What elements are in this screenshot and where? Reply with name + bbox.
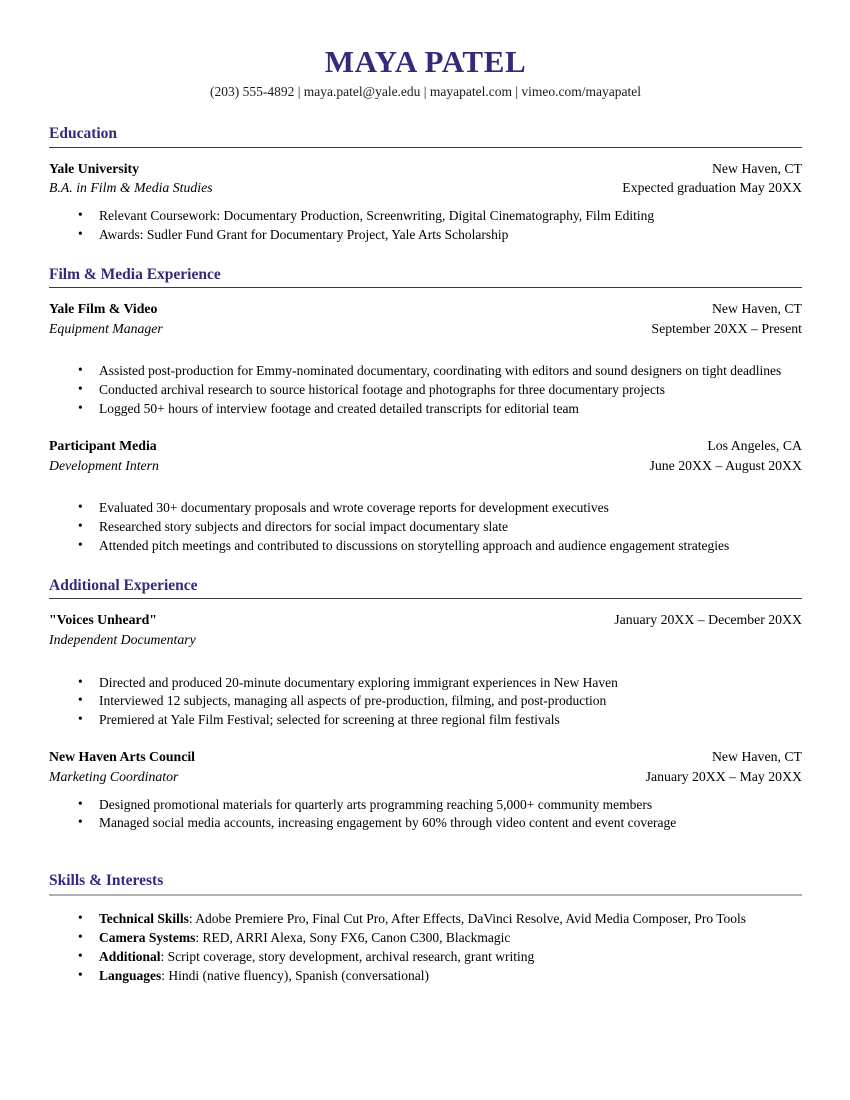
organization-name: New Haven Arts Council <box>49 749 196 765</box>
section-divider-education <box>49 147 802 148</box>
section-additional-experience <box>49 576 802 832</box>
bullet-list <box>49 910 802 985</box>
list-item <box>49 929 802 947</box>
section-title-film-media-experience: Film & Media Experience <box>49 265 221 283</box>
bullet-list <box>49 499 802 555</box>
entry-row-primary <box>49 159 802 179</box>
list-item: • Evaluated 30+ documentary proposals and wrote coverage reports for development executives <box>49 499 802 517</box>
project-title: "Voices Unheard" <box>49 612 157 628</box>
role-title: Marketing Coordinator <box>49 768 179 784</box>
entry-row-primary <box>49 610 802 630</box>
organization-name: Yale University <box>49 160 140 176</box>
list-item <box>49 948 802 966</box>
candidate-name: MAYA PATEL <box>324 44 527 79</box>
list-item: • Attended pitch meetings and contributed to discussions on storytelling approach and audience engagement strategies <box>49 537 802 555</box>
experience-entry <box>49 747 802 832</box>
experience-entry <box>49 610 802 729</box>
list-item: • Managed social media accounts, increasing engagement by 60% through video content and event coverage <box>49 814 802 832</box>
location: New Haven, CT <box>711 300 802 316</box>
bullet-list <box>49 796 802 833</box>
date-range: January 20XX – May 20XX <box>645 768 802 784</box>
section-title-additional-experience: Additional Experience <box>49 576 198 594</box>
skill-label: Technical Skills <box>99 910 189 926</box>
list-item <box>49 910 802 928</box>
skill-value: : Script coverage, story development, archival research, grant writing <box>160 948 535 964</box>
list-item: • Premiered at Yale Film Festival; selected for screening at three regional film festivals <box>49 711 802 729</box>
entry-row-secondary <box>49 630 802 650</box>
date-range: January 20XX – December 20XX <box>614 612 802 628</box>
skill-label: Additional <box>99 948 161 964</box>
experience-entry <box>49 436 802 555</box>
date-range: Expected graduation May 20XX <box>622 180 802 196</box>
list-item: • Awards: Sudler Fund Grant for Documentary Project, Yale Arts Scholarship <box>49 226 802 244</box>
entry-row-primary <box>49 747 802 767</box>
organization-name: Participant Media <box>49 437 157 453</box>
section-education <box>49 124 802 243</box>
skill-value: : Adobe Premiere Pro, Final Cut Pro, After Effects, DaVinci Resolve, Avid Media Composer, Pro Tools <box>188 910 747 926</box>
section-divider-skills-interests <box>49 894 802 896</box>
entry-row-secondary <box>49 178 802 198</box>
list-item <box>49 967 802 985</box>
organization-name: Yale Film & Video <box>49 300 158 316</box>
location: New Haven, CT <box>711 749 802 765</box>
date-range: September 20XX – Present <box>651 320 802 336</box>
role-title: B.A. in Film & Media Studies <box>49 180 213 196</box>
skill-label: Camera Systems <box>99 929 196 945</box>
list-item: • Directed and produced 20-minute documentary exploring immigrant experiences in New Haven <box>49 674 802 692</box>
list-item: • Logged 50+ hours of interview footage and created detailed transcripts for editorial team <box>49 400 802 418</box>
bullet-list <box>49 674 802 730</box>
list-item: • Relevant Coursework: Documentary Production, Screenwriting, Digital Cinematography, Film Editing <box>49 207 802 225</box>
skill-value: : Hindi (native fluency), Spanish (conversational) <box>161 967 429 983</box>
contact-line: (203) 555-4892 | maya.patel@yale.edu | mayapatel.com | vimeo.com/mayapatel <box>209 83 642 99</box>
skill-label: Languages <box>99 967 162 983</box>
role-title: Development Intern <box>49 457 159 473</box>
entry-row-primary <box>49 436 802 456</box>
section-divider-additional-experience <box>49 598 802 599</box>
role-title: Independent Documentary <box>49 631 196 647</box>
entry-row-secondary <box>49 456 802 476</box>
role-title: Equipment Manager <box>49 320 163 336</box>
date-range: June 20XX – August 20XX <box>649 457 802 473</box>
location: New Haven, CT <box>711 160 802 176</box>
experience-entry <box>49 299 802 418</box>
section-film-media-experience <box>49 265 802 555</box>
section-skills-interests <box>49 871 802 984</box>
location: Los Angeles, CA <box>707 437 802 453</box>
list-item: • Conducted archival research to source historical footage and photographs for three documentary projects <box>49 381 802 399</box>
section-title-education: Education <box>49 125 118 143</box>
section-divider-film-media-experience <box>49 287 802 288</box>
section-title-skills-interests: Skills & Interests <box>49 872 164 890</box>
list-item: • Interviewed 12 subjects, managing all aspects of pre-production, filming, and post-production <box>49 692 802 710</box>
entry-row-primary <box>49 299 802 319</box>
skill-value: : RED, ARRI Alexa, Sony FX6, Canon C300, Blackmagic <box>195 929 511 945</box>
education-entry <box>49 159 802 244</box>
list-item: • Designed promotional materials for quarterly arts programming reaching 5,000+ community members <box>49 796 802 814</box>
bullet-list <box>49 362 802 418</box>
entry-row-secondary <box>49 767 802 787</box>
list-item: • Researched story subjects and directors for social impact documentary slate <box>49 518 802 536</box>
entry-row-secondary <box>49 319 802 339</box>
list-item: • Assisted post-production for Emmy-nominated documentary, coordinating with editors and sound designers on tight deadlines <box>49 362 802 380</box>
bullet-list <box>49 207 802 244</box>
